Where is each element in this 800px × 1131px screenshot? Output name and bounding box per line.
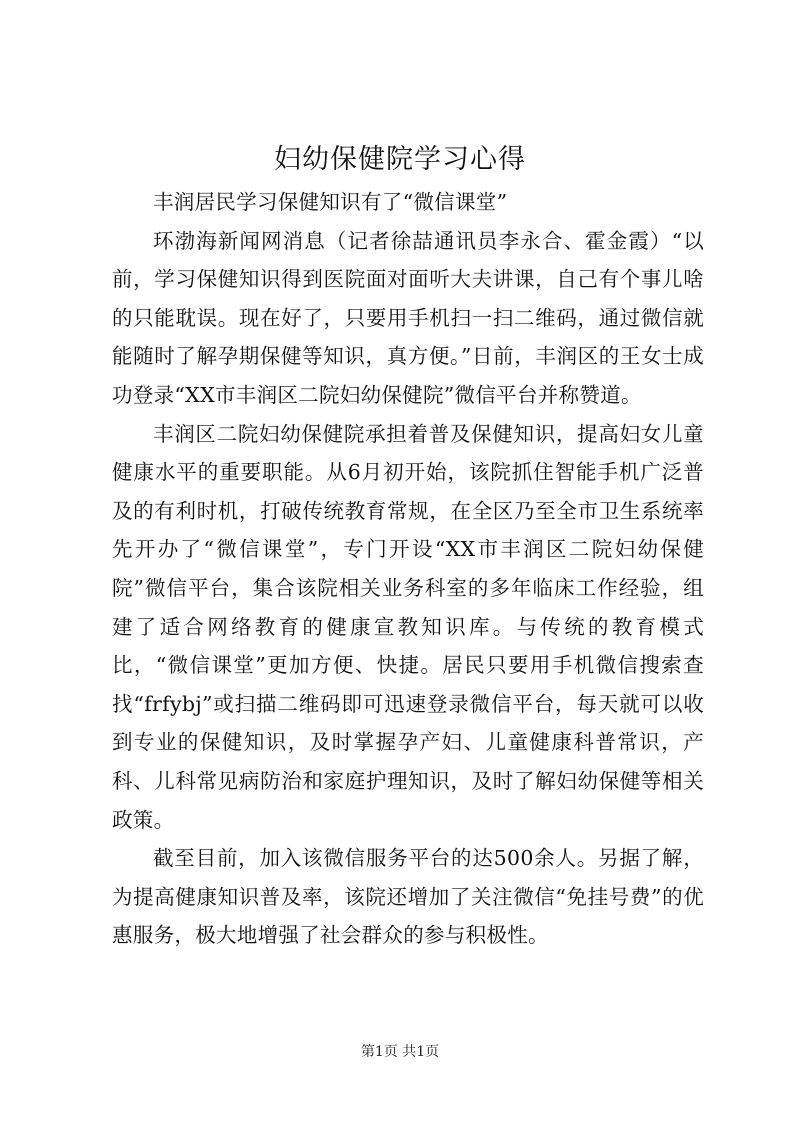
document-body	[112, 183, 704, 955]
paragraph-subtitle: 丰润居民学习保健知识有了“微信课堂”	[153, 190, 508, 214]
paragraph-wechat-classroom: 丰润区二院妇幼保健院承担着普及保健知识，提高妇女儿童健康水平的重要职能。从6月初开始，该院抓住智能手机广泛普及的有利时机，打破传统教育常规，在全区乃至全市卫生系统率先开办了“微信课堂”，专门开设“XX市丰润区二院妇幼保健院”微信平台，集合该院相关业务科室的多年临床工作经验，组建了适合网络教育的健康宣教知识库。与传统的教育模式比，“微信课堂”更加方便、快捷。居民只要用手机微信搜索查找“frfybj”或扫描二维码即可迅速登录微信平台，每天就可以收到专业的保健知识，及时掌握孕产妇、儿童健康科普常识，产科、儿科常见病防治和家庭护理知识，及时了解妇幼保健等相关政策。	[112, 421, 704, 832]
document-title: 妇幼保健院学习心得	[274, 144, 526, 175]
page-number-footer: 第1页 共1页	[360, 1044, 440, 1060]
paragraph-news-intro: 环渤海新闻网消息（记者徐喆通讯员李永合、霍金霞）“以前，学习保健知识得到医院面对面听大夫讲课，自己有个事儿啥的只能耽误。现在好了，只要用手机扫一扫二维码，通过微信就能随时了解孕期保健等知识，真方便。”日前，丰润区的王女士成功登录“XX市丰润区二院妇幼保健院”微信平台并称赞道。	[112, 228, 704, 407]
paragraph-results: 截至目前，加入该微信服务平台的达500余人。另据了解，为提高健康知识普及率，该院还增加了关注微信“免挂号费”的优惠服务，极大地增强了社会群众的参与积极性。	[112, 846, 704, 948]
